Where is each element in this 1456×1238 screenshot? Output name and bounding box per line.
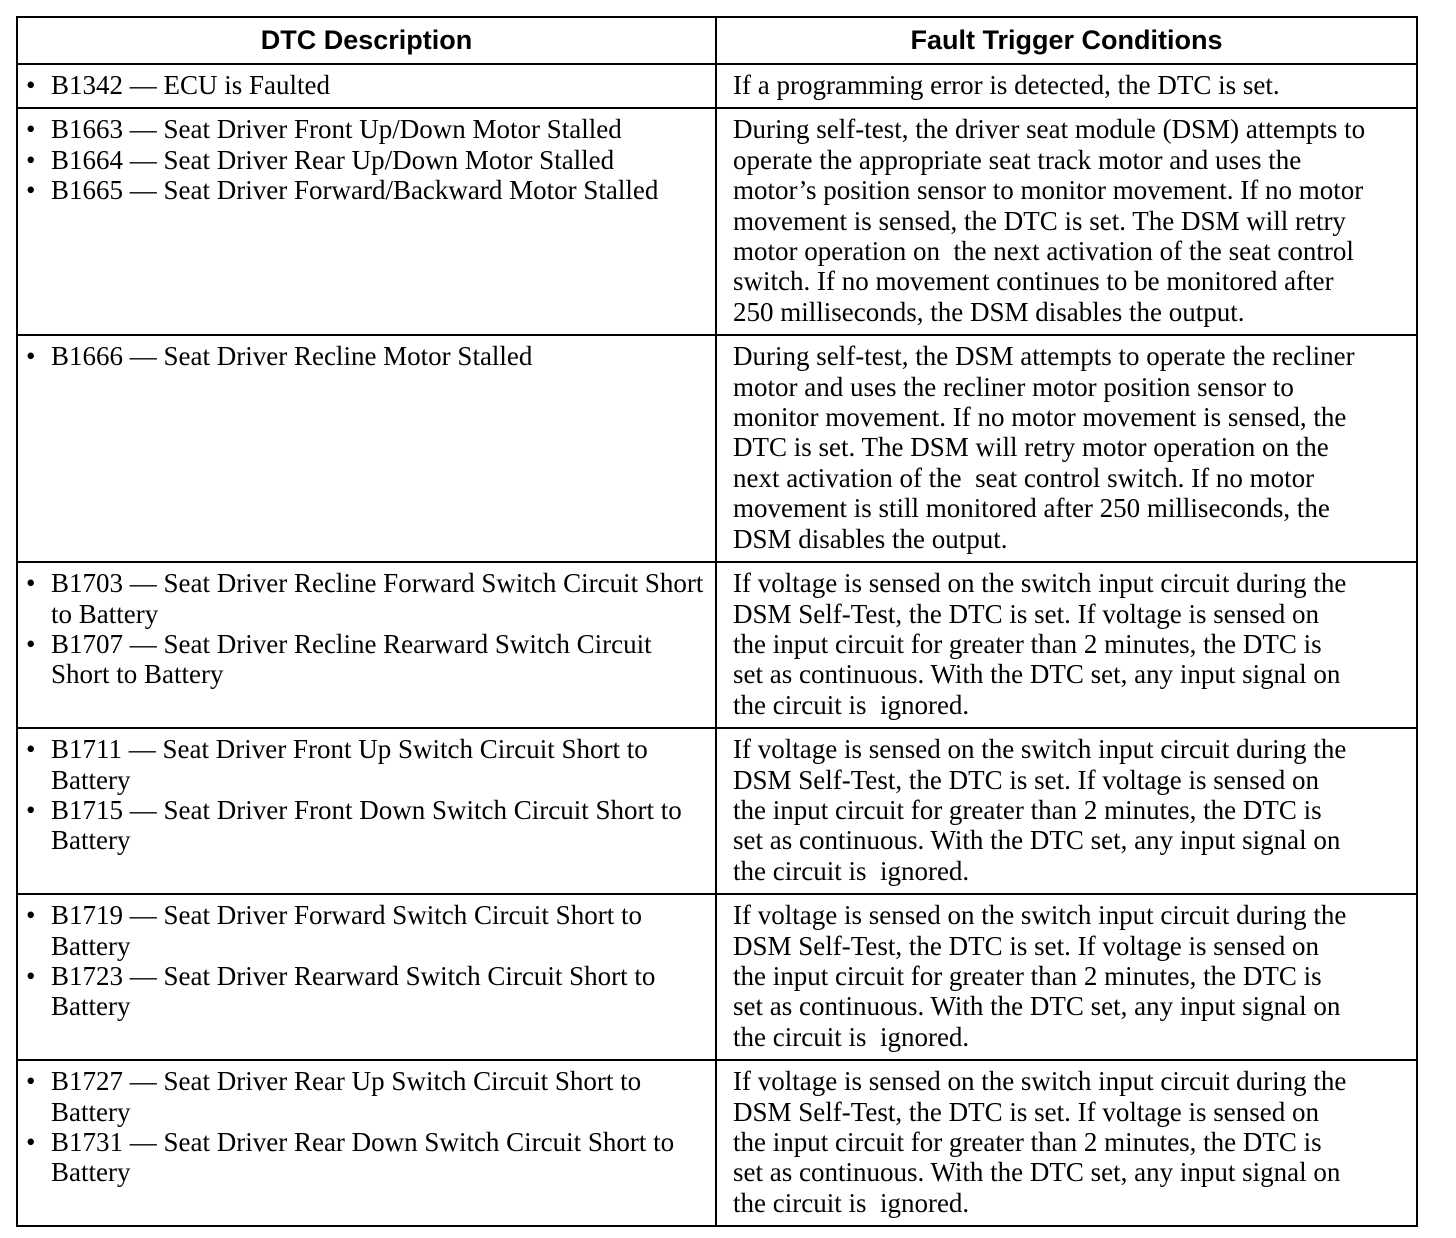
condition-line: If voltage is sensed on the switch input circuit during the bbox=[733, 734, 1347, 765]
dtc-list bbox=[26, 734, 705, 856]
condition-line: set as continuous. With the DTC set, any input signal on bbox=[733, 825, 1341, 856]
bullet-icon: • bbox=[26, 794, 36, 825]
condition-line: the input circuit for greater than 2 minutes, the DTC is bbox=[733, 960, 1322, 991]
dtc-description-cell bbox=[17, 64, 716, 108]
dtc-description-cell bbox=[17, 108, 716, 335]
dtc-list bbox=[26, 900, 705, 1022]
condition-line: If voltage is sensed on the switch input circuit during the bbox=[733, 568, 1347, 599]
condition-line: If voltage is sensed on the switch input circuit during the bbox=[733, 1066, 1347, 1097]
table-row bbox=[17, 108, 1417, 335]
dtc-description-cell bbox=[17, 728, 716, 894]
condition-line: the circuit is ignored. bbox=[733, 1187, 970, 1218]
dtc-item bbox=[26, 1066, 705, 1127]
condition-line: 250 milliseconds, the DSM disables the output. bbox=[733, 296, 1245, 327]
condition-line: motor operation on the next activation of the seat control bbox=[733, 236, 1354, 267]
dtc-description-cell bbox=[17, 335, 716, 562]
dtc-item-text: B1666 — Seat Driver Recline Motor Stalled bbox=[51, 341, 533, 372]
dtc-description-cell bbox=[17, 562, 716, 728]
condition-line: the circuit is ignored. bbox=[733, 689, 970, 720]
bullet-icon: • bbox=[26, 114, 36, 145]
header-fault-trigger-conditions: Fault Trigger Conditions bbox=[716, 17, 1417, 64]
dtc-description-cell bbox=[17, 894, 716, 1060]
dtc-item-text: B1665 — Seat Driver Forward/Backward Motor Stalled bbox=[51, 175, 659, 206]
condition-line: operate the appropriate seat track motor and uses the bbox=[733, 144, 1302, 175]
dtc-list bbox=[26, 114, 705, 205]
condition-line: set as continuous. With the DTC set, any input signal on bbox=[733, 991, 1341, 1022]
dtc-item bbox=[26, 795, 705, 856]
condition-line: DSM disables the output. bbox=[733, 523, 1008, 554]
bullet-icon: • bbox=[26, 900, 36, 931]
condition-line: motor and uses the recliner motor position sensor to bbox=[733, 371, 1294, 402]
bullet-icon: • bbox=[26, 628, 36, 659]
table-row bbox=[17, 562, 1417, 728]
dtc-item-text: B1719 — Seat Driver Forward Switch Circuit Short to Battery bbox=[51, 900, 642, 961]
condition-line: DTC is set. The DSM will retry motor operation on the bbox=[733, 432, 1329, 463]
table-row bbox=[17, 728, 1417, 894]
dtc-item-text: B1663 — Seat Driver Front Up/Down Motor Stalled bbox=[51, 114, 622, 145]
condition-line: During self-test, the DSM attempts to operate the recliner bbox=[733, 341, 1355, 372]
dtc-item bbox=[26, 734, 705, 795]
dtc-item-text: B1342 — ECU is Faulted bbox=[51, 70, 331, 100]
dtc-item bbox=[26, 114, 705, 144]
condition-line: movement is sensed, the DTC is set. The DSM will retry bbox=[733, 205, 1346, 236]
table-body bbox=[17, 64, 1417, 1226]
dtc-list bbox=[26, 1066, 705, 1188]
condition-line: movement is still monitored after 250 milliseconds, the bbox=[733, 493, 1330, 524]
fault-trigger-conditions-cell bbox=[716, 108, 1417, 335]
bullet-icon: • bbox=[26, 734, 36, 765]
table-row bbox=[17, 335, 1417, 562]
condition-line: the circuit is ignored. bbox=[733, 855, 970, 886]
bullet-icon: • bbox=[26, 568, 36, 599]
dtc-table bbox=[16, 16, 1418, 1227]
header-dtc-description: DTC Description bbox=[17, 17, 716, 64]
fault-trigger-conditions-cell bbox=[716, 1060, 1417, 1226]
table-row bbox=[17, 1060, 1417, 1226]
condition-line: next activation of the seat control switch. If no motor bbox=[733, 462, 1315, 493]
dtc-item bbox=[26, 568, 705, 629]
dtc-item-text: B1664 — Seat Driver Rear Up/Down Motor Stalled bbox=[51, 144, 615, 175]
dtc-item-text: B1703 — Seat Driver Recline Forward Switch Circuit Short to Battery bbox=[51, 568, 704, 629]
dtc-item bbox=[26, 341, 705, 371]
dtc-description-cell bbox=[17, 1060, 716, 1226]
bullet-icon: • bbox=[26, 1066, 36, 1097]
condition-line: monitor movement. If no motor movement is sensed, the bbox=[733, 402, 1347, 433]
fault-trigger-conditions-cell bbox=[716, 335, 1417, 562]
fault-trigger-conditions-cell bbox=[716, 64, 1417, 108]
condition-line: If a programming error is detected, the DTC is set. bbox=[733, 70, 1280, 100]
condition-line: the circuit is ignored. bbox=[733, 1021, 970, 1052]
condition-line: the input circuit for greater than 2 minutes, the DTC is bbox=[733, 794, 1322, 825]
condition-line: the input circuit for greater than 2 minutes, the DTC is bbox=[733, 628, 1322, 659]
condition-line: If voltage is sensed on the switch input circuit during the bbox=[733, 900, 1347, 931]
condition-line: During self-test, the driver seat module (DSM) attempts to bbox=[733, 114, 1366, 145]
dtc-list bbox=[26, 568, 705, 690]
fault-trigger-conditions-cell bbox=[716, 728, 1417, 894]
bullet-icon: • bbox=[26, 175, 36, 206]
dtc-list bbox=[26, 70, 705, 100]
condition-line: DSM Self-Test, the DTC is set. If voltage is sensed on bbox=[733, 1096, 1320, 1127]
dtc-item-text: B1723 — Seat Driver Rearward Switch Circuit Short to Battery bbox=[51, 960, 656, 1022]
table-row bbox=[17, 64, 1417, 108]
table-row bbox=[17, 894, 1417, 1060]
dtc-item bbox=[26, 900, 705, 961]
condition-line: set as continuous. With the DTC set, any input signal on bbox=[733, 1157, 1341, 1188]
bullet-icon: • bbox=[26, 341, 36, 372]
dtc-item-text: B1707 — Seat Driver Recline Rearward Switch Circuit Short to Battery bbox=[51, 628, 652, 690]
condition-line: switch. If no movement continues to be monitored after bbox=[733, 266, 1334, 297]
dtc-item bbox=[26, 70, 705, 100]
table-header-row bbox=[17, 17, 1417, 64]
condition-line: set as continuous. With the DTC set, any input signal on bbox=[733, 659, 1341, 690]
dtc-item-text: B1727 — Seat Driver Rear Up Switch Circuit Short to Battery bbox=[51, 1066, 642, 1127]
dtc-item bbox=[26, 961, 705, 1022]
fault-trigger-conditions-cell bbox=[716, 562, 1417, 728]
bullet-icon: • bbox=[26, 1127, 36, 1157]
dtc-item bbox=[26, 629, 705, 690]
bullet-icon: • bbox=[26, 144, 36, 175]
condition-line: DSM Self-Test, the DTC is set. If voltage is sensed on bbox=[733, 764, 1320, 795]
dtc-item bbox=[26, 175, 705, 205]
condition-line: the input circuit for greater than 2 minutes, the DTC is bbox=[733, 1127, 1322, 1157]
condition-line: DSM Self-Test, the DTC is set. If voltage is sensed on bbox=[733, 930, 1320, 961]
dtc-item bbox=[26, 1127, 705, 1188]
dtc-item-text: B1731 — Seat Driver Rear Down Switch Circuit Short to Battery bbox=[51, 1127, 675, 1188]
dtc-list bbox=[26, 341, 705, 371]
bullet-icon: • bbox=[26, 70, 36, 100]
condition-line: motor’s position sensor to monitor movement. If no motor bbox=[733, 175, 1364, 206]
dtc-item-text: B1711 — Seat Driver Front Up Switch Circuit Short to Battery bbox=[51, 734, 648, 795]
dtc-item bbox=[26, 145, 705, 175]
condition-line: DSM Self-Test, the DTC is set. If voltage is sensed on bbox=[733, 598, 1320, 629]
fault-trigger-conditions-cell bbox=[716, 894, 1417, 1060]
dtc-item-text: B1715 — Seat Driver Front Down Switch Circuit Short to Battery bbox=[51, 794, 682, 856]
bullet-icon: • bbox=[26, 960, 36, 991]
